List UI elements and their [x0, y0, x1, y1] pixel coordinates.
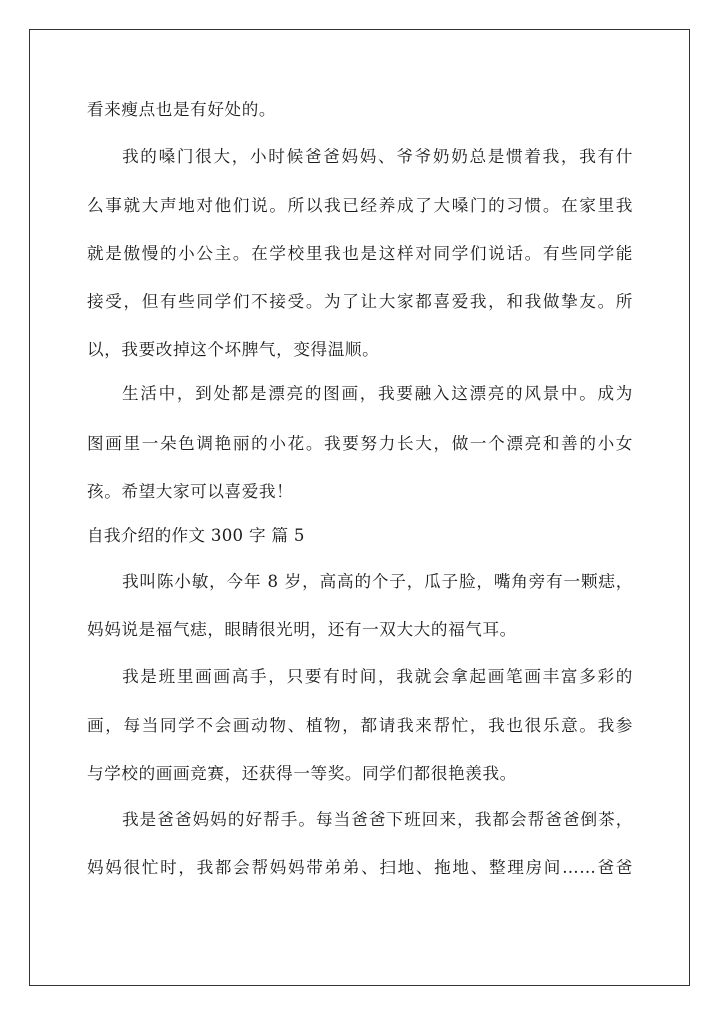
- paragraph-line: 妈妈很忙时，我都会帮妈妈带弟弟、扫地、拖地、整理房间……爸爸: [87, 858, 633, 877]
- page-border: [29, 29, 690, 986]
- paragraph-line: 与学校的画画竞赛，还获得一等奖。同学们都很艳羡我。: [87, 764, 517, 783]
- paragraph-line: 么事就大声地对他们说。所以我已经养成了大嗓门的习惯。在家里我: [87, 196, 633, 215]
- paragraph-line: 图画里一朵色调艳丽的小花。我要努力长大，做一个漂亮和善的小女: [87, 434, 633, 453]
- section-heading: 自我介绍的作文 300 字 篇 5: [87, 526, 305, 545]
- paragraph-line: 我是班里画画高手，只要有时间，我就会拿起画笔画丰富多彩的: [122, 667, 633, 686]
- paragraph-line: 就是傲慢的小公主。在学校里我也是这样对同学们说话。有些同学能: [87, 244, 633, 263]
- paragraph-line: 画，每当同学不会画动物、植物，都请我来帮忙，我也很乐意。我参: [87, 716, 633, 735]
- paragraph-line: 生活中，到处都是漂亮的图画，我要融入这漂亮的风景中。成为: [122, 384, 633, 403]
- paragraph-line: 看来瘦点也是有好处的。: [87, 100, 277, 119]
- paragraph-line: 妈妈说是福气痣，眼睛很光明，还有一双大大的福气耳。: [87, 620, 517, 639]
- paragraph-line: 我是爸爸妈妈的好帮手。每当爸爸下班回来，我都会帮爸爸倒茶，: [122, 810, 633, 829]
- paragraph-line: 孩。希望大家可以喜爱我！: [87, 482, 294, 501]
- paragraph-line: 接受，但有些同学们不接受。为了让大家都喜爱我，和我做挚友。所: [87, 292, 633, 311]
- paragraph-line: 我的嗓门很大，小时候爸爸妈妈、爷爷奶奶总是惯着我，我有什: [122, 147, 633, 166]
- paragraph-line: 以，我要改掉这个坏脾气，变得温顺。: [87, 340, 380, 359]
- paragraph-line: 我叫陈小敏，今年 8 岁，高高的个子，瓜子脸，嘴角旁有一颗痣，: [122, 572, 633, 591]
